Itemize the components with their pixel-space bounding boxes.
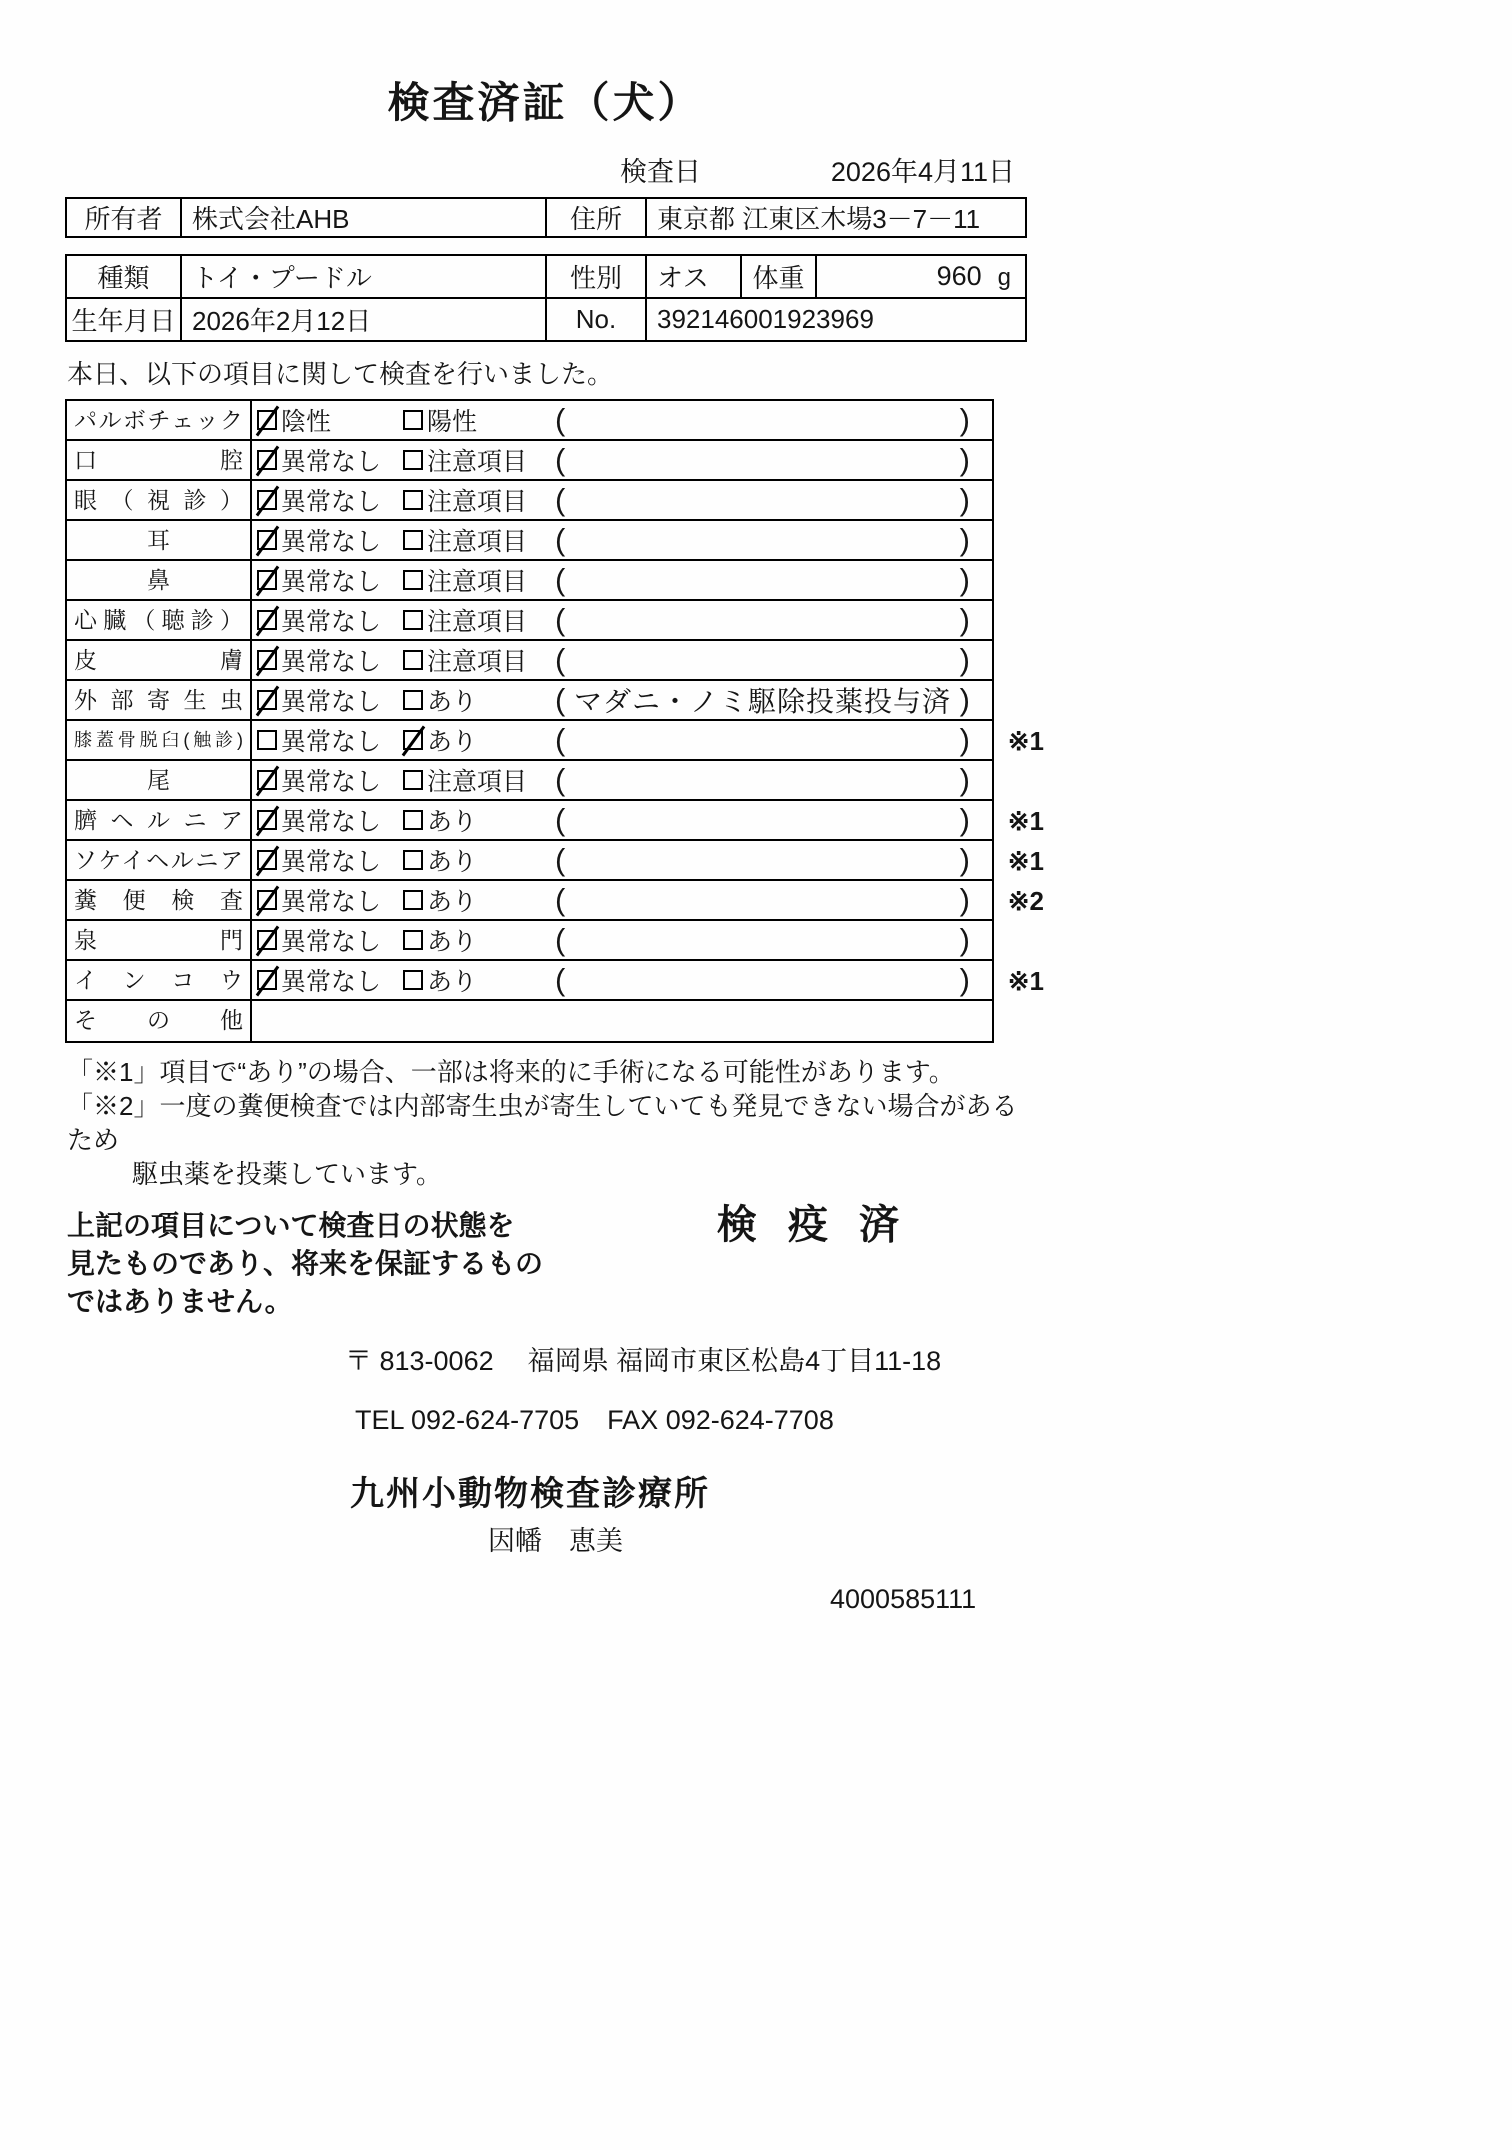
clinic-name: 九州小動物検査診療所	[350, 1475, 710, 1513]
checkbox-normal	[257, 810, 277, 830]
disclaimer-line3: ではありません。	[67, 1286, 293, 1317]
checkbox-present	[403, 810, 423, 830]
option-label: 注意項目	[427, 448, 528, 476]
paren-close: )	[959, 882, 970, 917]
option-label: 異常なし	[281, 488, 382, 516]
inspection-item-label: 口腔	[67, 441, 252, 479]
checkbox-negative	[257, 410, 277, 430]
paren-close: )	[959, 962, 970, 997]
option-label: 注意項目	[427, 488, 528, 516]
clinic-address: 福岡県 福岡市東区松島4丁目11-18	[527, 1346, 942, 1376]
option-label: 異常なし	[281, 648, 382, 676]
checkbox-normal	[257, 570, 277, 590]
weight-unit: g	[997, 264, 1011, 291]
paren-open: (	[555, 642, 566, 677]
quarantine-stamp: 検 疫 済	[716, 1203, 909, 1247]
clinic-postal-code: 〒 813-0062	[345, 1346, 494, 1376]
paren-open: (	[555, 842, 566, 877]
owner-value: 株式会社AHB	[181, 198, 546, 237]
inspection-item-label: 眼（視診）	[67, 481, 252, 519]
sex-value: オス	[646, 255, 741, 298]
option-label: 異常なし	[281, 848, 382, 876]
inspection-row-umbilical-hernia	[67, 801, 1044, 841]
checkbox-caution	[403, 610, 423, 630]
footnote-mark: ※1	[1007, 806, 1044, 836]
checkbox-normal	[257, 530, 277, 550]
checkbox-present	[403, 730, 423, 750]
footnote-2-line2: 駆虫薬を投薬しています。	[132, 1159, 442, 1189]
inspection-row-heart	[67, 601, 992, 641]
weight-label: 体重	[741, 255, 816, 298]
option-label: 異常なし	[281, 448, 382, 476]
option-label: 異常なし	[281, 568, 382, 596]
checkbox-normal	[257, 610, 277, 630]
option-label: 異常なし	[281, 608, 382, 636]
checkbox-normal	[257, 730, 277, 750]
paren-close: )	[959, 402, 970, 437]
paren-close: )	[959, 562, 970, 597]
inspection-row-parvo	[67, 401, 992, 441]
option-label: 異常なし	[281, 688, 382, 716]
footnote-mark: ※1	[1007, 966, 1044, 996]
option-label: あり	[427, 728, 478, 756]
clinic-fax: FAX 092-624-7708	[607, 1405, 834, 1435]
footnote-mark: ※2	[1007, 886, 1044, 916]
breed-label: 種類	[66, 255, 181, 298]
footer-section	[67, 1055, 1027, 1615]
footnotes	[67, 1055, 1027, 1191]
owner-table	[65, 197, 1027, 238]
checkbox-present	[403, 930, 423, 950]
option-label: あり	[427, 848, 478, 876]
checkbox-normal	[257, 490, 277, 510]
examiner-name: 因幡 恵美	[488, 1526, 623, 1556]
option-label: あり	[427, 808, 478, 836]
checkbox-caution	[403, 530, 423, 550]
breed-value: トイ・プードル	[181, 255, 546, 298]
paren-open: (	[555, 882, 566, 917]
inspection-item-label: 皮膚	[67, 641, 252, 679]
inspection-item-label: 外部寄生虫	[67, 681, 252, 719]
inspection-row-fecal-exam	[67, 881, 1044, 921]
other-empty-cell	[252, 1001, 992, 1041]
paren-close: )	[959, 762, 970, 797]
inspection-item-label: 糞便検査	[67, 881, 252, 919]
option-label: 注意項目	[427, 768, 528, 796]
pet-info-table	[65, 254, 1027, 342]
option-label: 異常なし	[281, 808, 382, 836]
checkbox-normal	[257, 930, 277, 950]
paren-open: (	[555, 562, 566, 597]
option-label: 異常なし	[281, 888, 382, 916]
inspection-item-label: パルボチェック	[67, 401, 252, 439]
inspection-row-other	[67, 1001, 992, 1041]
checkbox-caution	[403, 770, 423, 790]
number-value: 392146001923969	[646, 298, 1026, 341]
inspection-item-label: 泉門	[67, 921, 252, 959]
checkbox-normal	[257, 450, 277, 470]
option-label: 注意項目	[427, 568, 528, 596]
paren-close: )	[959, 722, 970, 757]
inspection-row-mouth	[67, 441, 992, 481]
checkbox-normal	[257, 970, 277, 990]
breed-row	[66, 255, 1026, 298]
inspection-row-nose	[67, 561, 992, 601]
serial-number: 4000585111	[830, 1584, 977, 1614]
checkbox-present	[403, 890, 423, 910]
option-label: 異常なし	[281, 768, 382, 796]
paren-open: (	[555, 402, 566, 437]
footnote-mark: ※1	[1007, 726, 1044, 756]
checkbox-normal	[257, 650, 277, 670]
inspection-item-label: 耳	[67, 521, 252, 559]
option-label: あり	[427, 928, 478, 956]
inspection-item-label: インコウ	[67, 961, 252, 999]
option-label: 注意項目	[427, 528, 528, 556]
inspection-row-fontanelle	[67, 921, 992, 961]
disclaimer-line2: 見たものであり、将来を保証するもの	[67, 1248, 544, 1279]
option-label: あり	[427, 888, 478, 916]
paren-open: (	[555, 682, 566, 717]
inspection-row-inguinal-hernia	[67, 841, 1044, 881]
inspection-row-skin	[67, 641, 992, 681]
disclaimer-line1: 上記の項目について検査日の状態を	[67, 1210, 515, 1241]
option-label: 陰性	[281, 408, 332, 436]
checkbox-caution	[403, 490, 423, 510]
option-label: 陽性	[427, 408, 478, 436]
number-label: No.	[546, 298, 646, 341]
checkbox-caution	[403, 570, 423, 590]
document-title: 検査済証（犬）	[387, 79, 703, 126]
paren-close: )	[959, 802, 970, 837]
option-label: 異常なし	[281, 928, 382, 956]
weight-cell	[816, 255, 1026, 298]
paren-close: )	[959, 842, 970, 877]
inspection-row-inkou	[67, 961, 1044, 1001]
checkbox-caution	[403, 650, 423, 670]
checkbox-normal	[257, 770, 277, 790]
remark-text: マダニ・ノミ駆除投薬投与済	[573, 686, 951, 717]
sex-label: 性別	[546, 255, 646, 298]
paren-close: )	[959, 602, 970, 637]
paren-open: (	[555, 522, 566, 557]
paren-open: (	[555, 962, 566, 997]
checkbox-normal	[257, 890, 277, 910]
option-label: 異常なし	[281, 728, 382, 756]
clinic-phone-line	[355, 1405, 1027, 1436]
clinic-tel: TEL 092-624-7705	[355, 1405, 580, 1435]
address-label: 住所	[546, 198, 646, 237]
inspection-row-patella	[67, 721, 1044, 761]
paren-close: )	[959, 642, 970, 677]
birthdate-value: 2026年2月12日	[181, 298, 546, 341]
paren-open: (	[555, 762, 566, 797]
inspection-item-label: 心臓（聴診）	[67, 601, 252, 639]
option-label: あり	[427, 688, 478, 716]
weight-value: 960	[936, 261, 982, 291]
inspection-item-label: ソケイヘルニア	[67, 841, 252, 879]
owner-row	[66, 198, 1026, 237]
checkbox-caution	[403, 450, 423, 470]
paren-close: )	[959, 442, 970, 477]
option-label: 注意項目	[427, 608, 528, 636]
paren-open: (	[555, 482, 566, 517]
inspection-date-label: 検査日	[620, 157, 701, 187]
inspection-row-eyes	[67, 481, 992, 521]
option-label: あり	[427, 968, 478, 996]
inspection-item-label: 尾	[67, 761, 252, 799]
footnote-mark: ※1	[1007, 846, 1044, 876]
paren-open: (	[555, 442, 566, 477]
option-label: 異常なし	[281, 968, 382, 996]
paren-close: )	[959, 922, 970, 957]
checkbox-normal	[257, 850, 277, 870]
inspection-item-label: その他	[67, 1001, 252, 1041]
checkbox-normal	[257, 690, 277, 710]
address-value: 東京都 江東区木場3－7－11	[646, 198, 1026, 237]
inspection-item-label: 膝蓋骨脱臼(触診)	[67, 721, 252, 759]
checkbox-positive	[403, 410, 423, 430]
inspection-row-external-parasites	[67, 681, 992, 721]
inspection-date-value: 2026年4月11日	[830, 157, 1015, 187]
paren-open: (	[555, 602, 566, 637]
inspection-table	[65, 399, 1044, 1043]
footnote-2-line1: 「※2」一度の糞便検査では内部寄生虫が寄生していても発見できない場合があるため	[67, 1091, 1018, 1155]
paren-close: )	[959, 482, 970, 517]
checkbox-present	[403, 690, 423, 710]
inspection-row-ears	[67, 521, 992, 561]
inspection-date-line	[65, 150, 1025, 189]
birth-row	[66, 298, 1026, 341]
paren-open: (	[555, 922, 566, 957]
owner-label: 所有者	[66, 198, 181, 237]
paren-close: )	[959, 682, 970, 717]
clinic-address-line	[345, 1339, 1027, 1378]
option-label: 異常なし	[281, 528, 382, 556]
intro-text: 本日、以下の項目に関して検査を行いました。	[67, 359, 614, 389]
checkbox-present	[403, 850, 423, 870]
inspection-row-tail	[67, 761, 992, 801]
checkbox-present	[403, 970, 423, 990]
paren-open: (	[555, 802, 566, 837]
paren-open: (	[555, 722, 566, 757]
inspection-item-label: 臍ヘルニア	[67, 801, 252, 839]
birthdate-label: 生年月日	[66, 298, 181, 341]
option-label: 注意項目	[427, 648, 528, 676]
inspection-item-label: 鼻	[67, 561, 252, 599]
paren-close: )	[959, 522, 970, 557]
footnote-1: 「※1」項目で“あり”の場合、一部は将来的に手術になる可能性があります。	[67, 1057, 955, 1087]
